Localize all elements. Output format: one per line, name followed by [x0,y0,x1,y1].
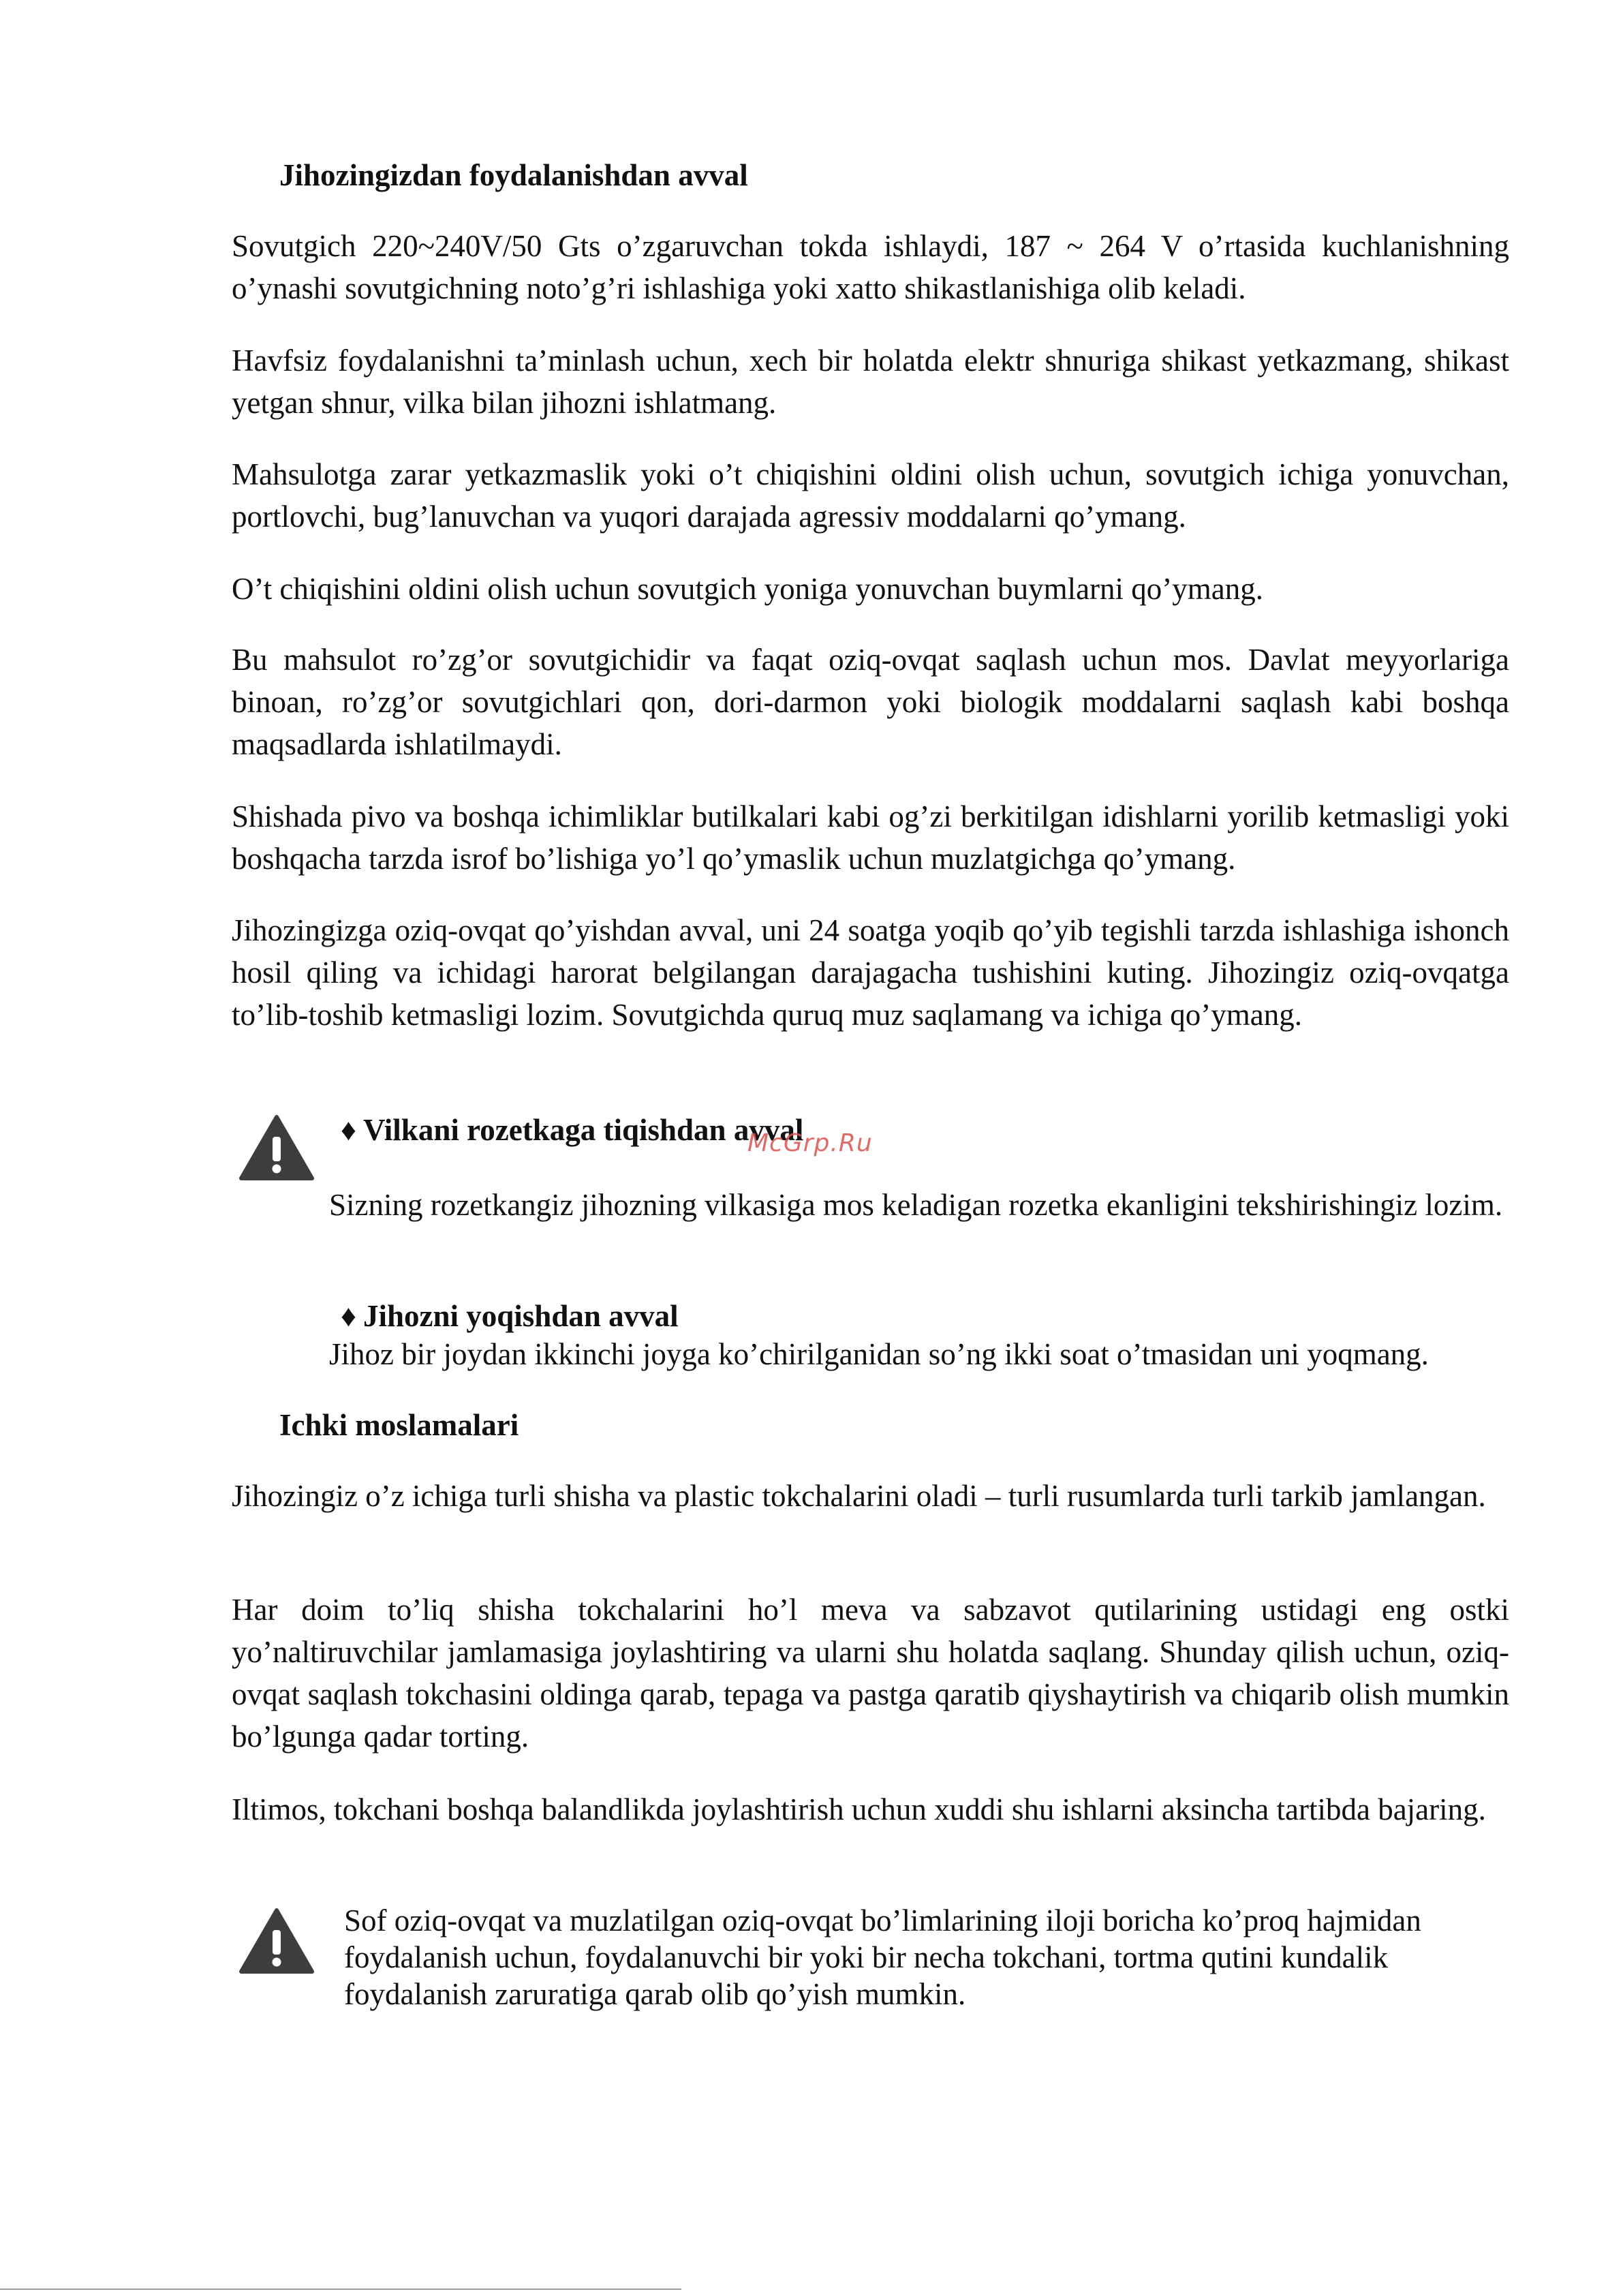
warning-triangle-icon [238,1908,315,1976]
footer-divider [0,2289,681,2290]
warning-heading-plug [341,1109,803,1151]
warning-text-line: Sof oziq-ovqat va muzlatilgan oziq-ovqat bo’limlarining iloji boricha ko’proq hajmidan [344,1903,1421,1938]
warning-triangle-icon [238,1114,315,1182]
paragraph-household-use: Bu mahsulot ro’zg’or sovutgichidir va faqat oziq-ovqat saqlash uchun mos. Davlat meyyorlariga binoan, ro’zg’or sovutgichlari qon, dori-darmon yoki biologik moddalarni saqlash kabi boshqa maqsadlarda ishlatilmaydi. [232,643,1509,761]
paragraph-fire-prevention: O’t chiqishini oldini olish uchun sovutgich yoniga yonuvchan buymlarni qo’ymang. [232,572,1264,606]
warning-heading-switch-on [341,1295,679,1337]
paragraph-glass-shelves: Har doim to’liq shisha tokchalarini ho’l meva va sabzavot qutilarining ustidagi eng ostki yo’naltiruvchilar jamlamasiga joylashtiring va ularni shu holatda saqlang. Shunday qilish uchun, oziq-ovqat saqlash tokchasini oldinga qarab, tepaga va pastga qaratib qiyshaytirish va chiqarib olish mumkin bo’lgunga qadar torting. [232,1593,1509,1754]
warning-text-line: foydalanish uchun, foydalanuvchi bir yoki bir necha tokchani, tortma qutini kundalik [344,1940,1389,1974]
paragraph-shelves: Jihozingiz o’z ichiga turli shisha va plastic tokchalarini oladi – turli rusumlarda turli tarkib jamlangan. [232,1479,1486,1513]
diamond-bullet-icon: ♦ [341,1299,356,1333]
paragraph-reverse-order: Iltimos, tokchani boshqa balandlikda joylashtirish uchun xuddi shu ishlarni aksincha tartibda bajaring. [232,1792,1486,1826]
warning-text-compartments [344,1902,1523,2012]
warning-text-line: foydalanish zaruratiga qarab olib qo’yish mumkin. [344,1977,966,2011]
paragraph-first-start: Jihozingizga oziq-ovqat qo’yishdan avval, uni 24 soatga yoqib qo’yib tegishli tarzda ishlashiga ishonch hosil qiling va ichidagi harorat belgilangan darajagacha tushishini kuting. Jihozingiz oziq-ovqatga to’lib-toshib ketmasligi lozim. Sovutgichda quruq muz saqlamang va ichiga qo’ymang. [232,913,1509,1032]
section-heading-before-use: Jihozingizdan foydalanishdan avval [279,158,748,192]
warning-text-plug: Sizning rozetkangiz jihozning vilkasiga mos keladigan rozetka ekanligini tekshirishingiz lozim. [329,1188,1503,1222]
warning-text-switch-on: Jihoz bir joydan ikkinchi joyga ko’chirilganidan so’ng ikki soat o’tmasidan uni yoqmang. [329,1337,1429,1371]
paragraph-bottles: Shishada pivo va boshqa ichimliklar butilkalari kabi og’zi berkitilgan idishlarni yorilib ketmasligi yoki boshqacha tarzda isrof bo’lishiga yo’l qo’ymaslik uchun muzlatgichga qo’ymang. [232,799,1509,876]
warning-heading-switch-on-label: Jihozni yoqishdan avval [362,1299,679,1333]
section-heading-interior: Ichki moslamalari [279,1408,519,1442]
watermark-logo: McGrp.Ru [747,1129,873,1157]
paragraph-voltage: Sovutgich 220~240V/50 Gts o’zgaruvchan tokda ishlaydi, 187 ~ 264 V o’rtasida kuchlanishning o’ynashi sovutgichning noto’g’ri ishlashiga yoki xatto shikastlanishiga olib keladi. [232,229,1509,305]
warning-heading-plug-label: Vilkani rozetkaga tiqishdan avval [362,1113,804,1147]
paragraph-flammable: Mahsulotga zarar yetkazmaslik yoki o’t chiqishini oldini olish uchun, sovutgich ichiga yonuvchan, portlovchi, bug’lanuvchan va yuqori darajada agressiv moddalarni qo’ymang. [232,457,1509,534]
diamond-bullet-icon: ♦ [341,1113,356,1147]
paragraph-cord-safety: Havfsiz foydalanishni ta’minlash uchun, xech bir holatda elektr shnuriga shikast yetkazmang, shikast yetgan shnur, vilka bilan jihozni ishlatmang. [232,343,1509,420]
